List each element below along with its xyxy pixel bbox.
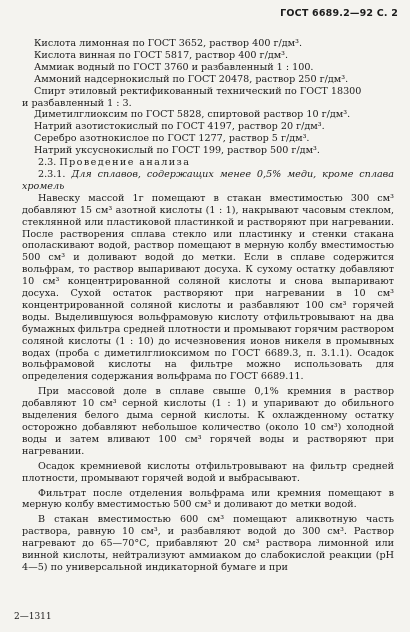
reagent-item: Кислота винная по ГОСТ 5817, раствор 400 г/дм³. [34,49,289,61]
reagent-item: Натрий азотистокислый по ГОСТ 4197, раствор 20 г/дм³. [34,121,325,133]
document-body [22,38,394,574]
paragraph: Навеску массой 1г помещают в стакан вместимостью 300 см³ добавляют 15 см³ азотной кислоты (1 : 1), накрывают часовым стеклом, стеклянной или пластиковой пластинкой и растворяют при нагревании. После растворения сплава стекло или пластинку и стенки стакана ополаскивают водой, раствор помещают в мерную колбу вместимостью 500 см³ и доливают водой до метки. Если в сплаве содержится вольфрам, то раствор выпаривают досуха. К сухому остатку добавляют 10 см³ концентрированной соляной кислоты и снова выпаривают досуха. Сухой остаток растворяют при нагревании в 10 см³ концентрированной соляной кислоты и разбавляют 100 см³ горячей воды. Выделившуюся вольфрамовую кислоту отфильтровывают на два бумажных фильтра средней плотности и промывают горячим раствором соляной кислоты (1 : 10) до исчезновения ионов никеля в промывных водах (проба с диметилглиоксимом по ГОСТ 6689.3, п. 3.1.1). Осадок вольфрамовой кислоты на фильтре можно использовать для определения содержания вольфрама по ГОСТ 6689.11. [22,192,394,383]
paragraph: При массовой доле в сплаве свыше 0,1% кремния в раствор добавляют 10 см³ серной кислоты (1 : 1) и упаривают до обильного выделения белого дыма серной кислоты. К охлажденному остатку осторожно добавляют небольшое количество (около 10 см³) холодной воды и затем вливают 100 см³ горячей воды и растворяют при нагревании. [22,386,394,457]
reagent-item: Серебро азотнокислое по ГОСТ 1277, раствор 5 г/дм³. [34,133,310,145]
reagent-item-continuation: и разбавленный 1 : 3. [22,97,132,109]
reagent-item: Аммоний надсернокислый по ГОСТ 20478, раствор 250 г/дм³. [34,73,349,85]
reagent-item: Натрий уксуснокислый по ГОСТ 199, раствор 500 г/дм³. [34,145,320,157]
paragraph: В стакан вместимостью 600 см³ помещают аликвотную часть раствора, равную 10 см³, и разбавляют водой до 300 см³. Раствор нагревают до 65—70°С, прибавляют 20 см³ раствора лимонной или винной кислоты, нейтрализуют аммиаком до слабокислой реакции (pH 4—5) по универсальной индикаторной бумаге и при [22,514,394,573]
subsection-number: 2.3.1. [38,168,66,180]
reagent-item: Диметилглиоксим по ГОСТ 5828, спиртовой раствор 10 г/дм³. [34,109,351,121]
paragraph: Фильтрат после отделения вольфрама или кремния помещают в мерную колбу вместимостью 500 см³ и доливают до метки водой. [22,487,394,511]
page-header: ГОСТ 6689.2—92 С. 2 [280,8,398,19]
reagent-list [22,38,394,157]
page-footer-mark: 2—1311 [14,612,52,622]
reagent-item: Кислота лимонная по ГОСТ 3652, раствор 400 г/дм³. [34,38,303,49]
reagent-item: Спирт этиловый ректификованный технический по ГОСТ 18300 [34,85,362,97]
section-title: Проведение анализа [59,157,191,169]
section-heading [22,157,394,169]
section-number: 2.3. [38,157,57,169]
reagent-item: Аммиак водный по ГОСТ 3760 и разбавленный 1 : 100. [34,61,314,73]
paragraph: Осадок кремниевой кислоты отфильтровывают на фильтр средней плотности, промывают горячей водой и выбрасывают. [22,460,394,484]
subsection-heading [22,169,394,193]
subsection-title: Для сплавов, содержащих менее 0,5% меди, кроме сплава хромель [22,168,394,192]
